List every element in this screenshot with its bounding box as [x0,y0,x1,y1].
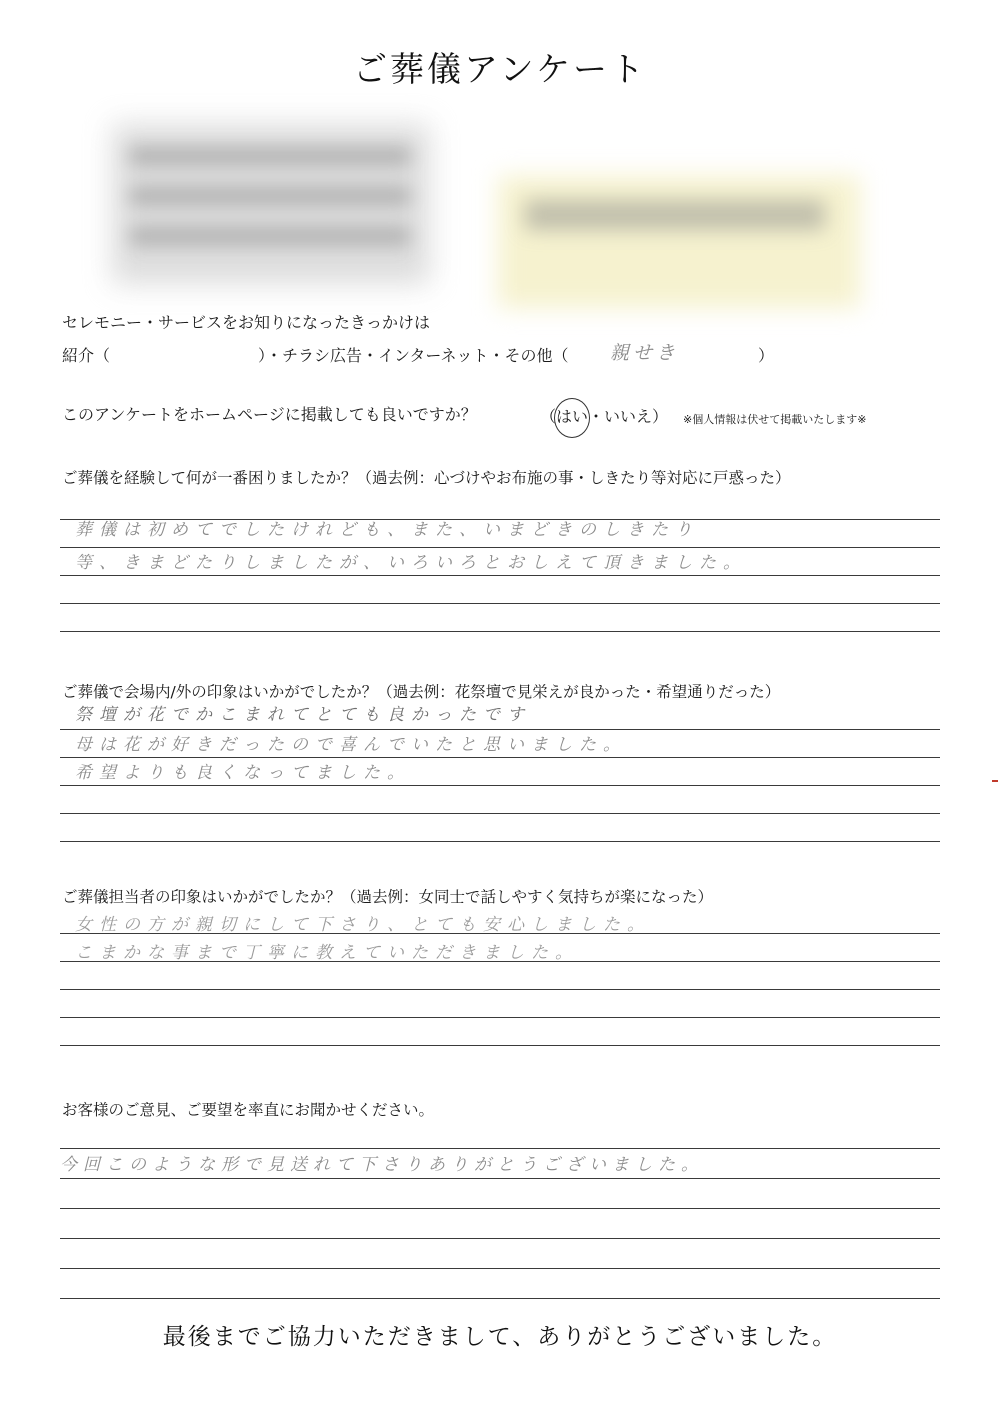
answer-line [60,1178,940,1179]
answer-line [60,1148,940,1149]
answer-line [60,785,940,786]
q4-answer-line-3: 希望よりも良くなってました。 [75,763,411,783]
q2-question: このアンケートをホームページに掲載しても良いですか？ [62,405,477,424]
answer-line [60,1268,940,1269]
q5-answer-line-2: こまかな事まで丁寧に教えていただきました。 [75,943,579,963]
answer-line [60,1017,940,1018]
q4-answer-line-1: 祭壇が花でかこまれてとても良かったです [75,705,531,725]
q4-answer-line-2: 母は花が好きだったので喜んでいたと思いました。 [75,735,627,755]
answer-line [60,1208,940,1209]
q2-answer-options: （はい・いいえ） [540,407,669,426]
redacted-stamp-block [498,176,860,308]
redacted-stamp-text [525,200,825,230]
q5-question: ご葬儀担当者の印象はいかがでしたか？（過去例：女同士で話しやすく気持ちが楽になった） [62,888,714,906]
answer-line [60,813,940,814]
q3-answer-line-1: 葬儀は初めてでしたけれども、また、いまどきのしきたり [75,520,699,540]
q5-answer-line-1: 女性の方が親切にして下さり、とても安心しました。 [75,915,651,935]
page-title: ご葬儀アンケート [353,50,647,90]
q3-answer-line-2: 等、きまどたりしましたが、いろいろとおしえて頂きました。 [75,553,747,573]
q1-close-paren: ） [758,346,775,365]
q1-question: セレモニー・サービスをお知りになったきっかけは [62,313,431,332]
answer-line [60,603,940,604]
q1-opt-intro: 紹介（ [62,346,111,365]
redacted-name-text [130,148,410,268]
answer-line [60,631,940,632]
answer-line [60,1238,940,1239]
answer-line [60,841,940,842]
q4-question: ご葬儀で会場内/外の印象はいかがでしたか？（過去例：花祭壇で見栄えが良かった・希望通りだった） [62,683,781,701]
answer-line [60,1045,940,1046]
q3-question: ご葬儀を経験して何が一番困りましたか？（過去例：心づけやお布施の事・しきたり等対応に戸惑った） [62,469,791,487]
q2-note: ※個人情報は伏せて掲載いたします※ [683,413,867,426]
scan-mark [992,780,998,782]
q6-question: お客様のご意見、ご要望を率直にお聞かせください。 [62,1101,435,1119]
q6-answer-line-1: 今回このような形で見送れて下さりありがとうございました。 [60,1155,704,1175]
answer-line [60,1298,940,1299]
answer-line [60,575,940,576]
closing-message: 最後までご協力いただきまして、ありがとうございました。 [162,1324,838,1350]
answer-line [60,989,940,990]
q1-opt-rest: ）・チラシ広告・インターネット・その他（ [258,346,569,365]
q1-handwritten-answer: 親せき [610,342,680,364]
q2-yes-circle [554,398,590,438]
